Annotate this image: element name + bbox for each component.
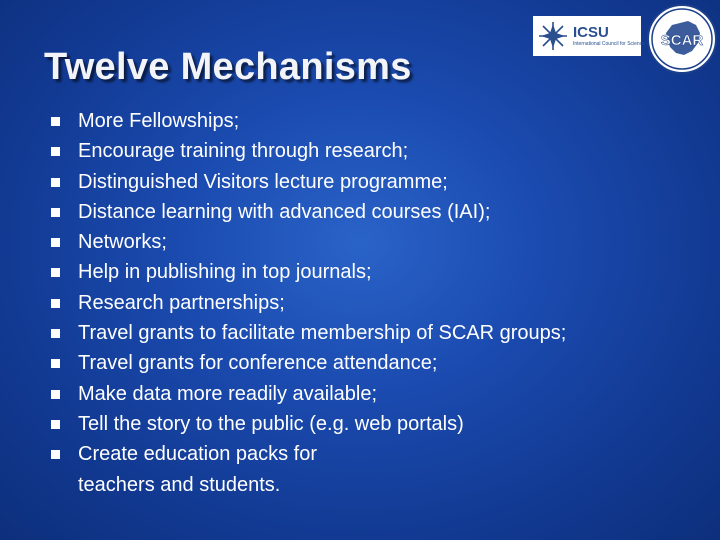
bullet-square-icon xyxy=(51,299,60,308)
bullet-square-icon xyxy=(51,117,60,126)
bullet-text: Help in publishing in top journals; xyxy=(78,261,372,284)
bullet-text: Networks; xyxy=(78,231,167,254)
icsu-logo xyxy=(533,16,645,56)
bullet-square-icon xyxy=(51,329,60,338)
bullet-square-icon xyxy=(51,268,60,277)
scar-name: SCAR xyxy=(660,32,704,49)
bullet-square-icon xyxy=(51,178,60,187)
bullet-text: Travel grants for conference attendance; xyxy=(78,352,438,375)
bullet-item xyxy=(48,288,713,318)
bullet-item xyxy=(48,439,713,500)
bullet-text: Research partnerships; xyxy=(78,291,285,314)
bullet-text: Travel grants to facilitate membership of SCAR groups; xyxy=(78,322,567,345)
bullet-item xyxy=(48,348,713,378)
bullet-square-icon xyxy=(51,450,60,459)
bullet-square-icon xyxy=(51,359,60,368)
bullet-item xyxy=(48,227,713,257)
bullet-item xyxy=(48,136,713,166)
bullet-text: Create education packs for xyxy=(78,443,318,466)
bullet-square-icon xyxy=(51,390,60,399)
icsu-name: ICSU xyxy=(573,24,609,41)
bullet-text: Make data more readily available; xyxy=(78,382,378,405)
bullet-square-icon xyxy=(51,238,60,247)
bullet-square-icon xyxy=(51,147,60,156)
bullet-square-icon xyxy=(51,420,60,429)
slide-title: Twelve Mechanisms xyxy=(44,46,412,88)
bullet-item xyxy=(48,167,713,197)
bullet-text: More Fellowships; xyxy=(78,110,240,132)
scar-logo xyxy=(646,3,718,75)
bullet-text: Distinguished Visitors lecture programme; xyxy=(78,170,448,193)
bullet-text: Encourage training through research; xyxy=(78,140,409,163)
bullet-item xyxy=(48,409,713,439)
icsu-subtitle: International Council for Science xyxy=(573,41,645,47)
icsu-emblem-icon xyxy=(537,20,569,52)
bullet-square-icon xyxy=(51,208,60,217)
bullet-item xyxy=(48,257,713,287)
bullet-text-continuation: teachers and students. xyxy=(78,473,281,496)
bullet-item xyxy=(48,197,713,227)
bullet-item xyxy=(48,106,713,136)
bullet-text: Tell the story to the public (e.g. web portals) xyxy=(78,412,464,435)
bullet-item xyxy=(48,318,713,348)
bullet-list xyxy=(48,106,713,500)
bullet-item xyxy=(48,379,713,409)
bullet-text: Distance learning with advanced courses (IAI); xyxy=(78,200,491,223)
